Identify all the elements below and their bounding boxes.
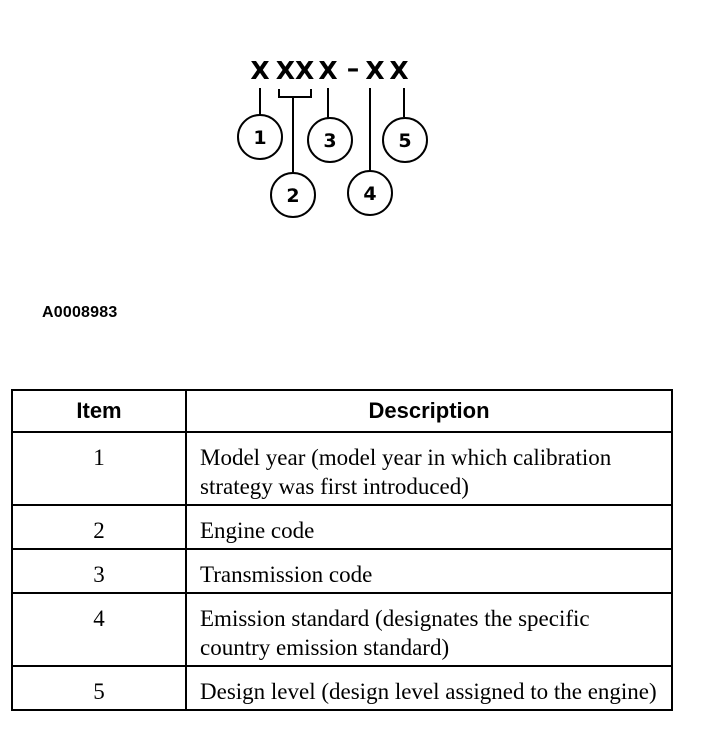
row-description: Engine code [186, 505, 672, 549]
header-description: Description [186, 390, 672, 432]
code-breakdown-diagram [0, 0, 704, 230]
item-description-table [11, 389, 673, 711]
leader-bracket-2 [279, 89, 311, 97]
code-char-3: X [318, 56, 338, 85]
callout-number-4: 4 [363, 183, 377, 205]
row-description: Transmission code [186, 549, 672, 593]
row-description: Emission standard (designates the specific country emission standard) [186, 593, 672, 666]
table-row [12, 666, 672, 710]
callout-number-3: 3 [323, 130, 337, 152]
code-char-5: X [389, 56, 409, 85]
code-char-4: X [365, 56, 385, 85]
callout-number-1: 1 [253, 127, 267, 149]
callout-number-2: 2 [286, 185, 300, 207]
row-description: Model year (model year in which calibration strategy was first introduced) [186, 432, 672, 505]
table-row [12, 593, 672, 666]
header-item: Item [12, 390, 186, 432]
code-dash: – [346, 54, 360, 83]
figure-id: A0008983 [42, 304, 118, 321]
callout-number-5: 5 [398, 130, 412, 152]
row-item: 3 [12, 549, 186, 593]
code-char-2: XX [275, 56, 315, 85]
table-row [12, 549, 672, 593]
table-row [12, 505, 672, 549]
table-header-row [12, 390, 672, 432]
row-item: 1 [12, 432, 186, 505]
row-item: 4 [12, 593, 186, 666]
row-item: 2 [12, 505, 186, 549]
row-item: 5 [12, 666, 186, 710]
code-char-1: X [250, 56, 270, 85]
row-description: Design level (design level assigned to the engine) [186, 666, 672, 710]
table-row [12, 432, 672, 505]
